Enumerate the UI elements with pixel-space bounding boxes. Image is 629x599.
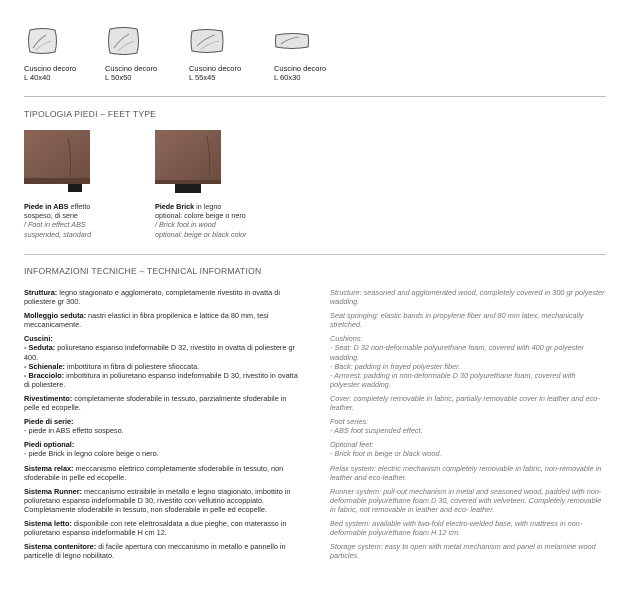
tech-en-foot-standard: Foot series: - ABS foot suspended effect.	[330, 417, 423, 436]
tech-en-bed: Bed system: available with two-fold electro-welded base, with mattress in non-deformable polyurethane foam H 12 cm.	[330, 518, 583, 538]
tech-en-cushions: Cushions: - Seat: D 32 non-deformable polyurethane foam, covered with 400 gr polyester wadding. - Back: padding in frayed polyester fiber. - Armrest: padding in non-deformable D 30 polyurethane foam, covered with polyester wadding.	[330, 334, 584, 389]
cushion-lumbar-icon	[274, 26, 310, 56]
tech-item-cover: Rivestimento: completamente sfoderabile in tessuto, parzialmente sfoderabile in pelle ed ecopelle.	[24, 393, 287, 413]
tech-en-foot-optional: Optional feet: - Brick foot in beige or black wood.	[330, 440, 442, 459]
cushion-name: Cuscino decoro	[274, 64, 327, 73]
feet-section-title: TIPOLOGIA PIEDI – FEET TYPE	[24, 109, 157, 119]
foot-brick	[155, 130, 275, 239]
foot-abs	[24, 130, 144, 239]
tech-info-italian	[24, 288, 300, 565]
foot-abs-photo	[24, 130, 90, 196]
foot-abs-caption: Piede in ABS effetto sospeso, di serie / Foot in effect ABS suspended, standard	[24, 202, 92, 239]
cushion-item	[105, 26, 185, 82]
tech-en-storage: Storage system: easy to open with metal mechanism and panel in melamine wood particles.	[330, 542, 596, 561]
cushion-item	[189, 26, 269, 82]
tech-item-foot-standard: Piede di serie: - piede in ABS effetto sospeso.	[24, 417, 124, 436]
cushion-small-icon	[24, 26, 60, 56]
cushion-item	[24, 26, 104, 82]
cushion-size: L 40x40	[24, 73, 51, 82]
tech-item-springing: Molleggio seduta: nastri elastici in fibra propilenica e lattice da 80 mm, tesi meccanicamente.	[24, 311, 269, 330]
foot-brick-caption: Piede Brick in legno optional: colore beige o nero / Brick foot in wood optional: beige or black color	[155, 202, 247, 239]
tech-item-relax: Sistema relax: meccanismo elettrico completamente sfoderabile in tessuto, non sfoderabile in pelle ed ecopelle.	[24, 463, 284, 482]
cushion-size: L 60x30	[274, 73, 301, 82]
tech-en-structure: Structure: seasoned and agglomerated wood, completely covered in 300 gr polyester wadding.	[330, 288, 605, 307]
tech-item-bed: Sistema letto: disponibile con rete elettrosaldata a due pieghe, con materasso in poliuretano espanso indeformabile H cm 12.	[24, 518, 287, 538]
tech-en-relax: Relax system: electric mechanism completely removable in fabric, non-removable in leather and eco-leather.	[330, 463, 602, 482]
cushion-name: Cuscino decoro	[189, 64, 242, 73]
tech-item-foot-optional: Piedi optional: - piede Brick in legno colore beige o nero.	[24, 440, 159, 459]
cushion-medium-icon	[105, 26, 141, 56]
cushion-name: Cuscino decoro	[105, 64, 158, 73]
cushion-item	[274, 26, 354, 82]
tech-section-title: INFORMAZIONI TECNICHE – TECHNICAL INFORMATION	[24, 266, 262, 276]
tech-item-structure: Struttura: legno stagionato e agglomerato, completamente rivestito in ovatta di poliestere gr 300.	[24, 288, 280, 307]
cushion-size: L 55x45	[189, 73, 216, 82]
divider	[24, 254, 606, 255]
tech-en-runner: Runner system: pull-out mechanism in metal and seasoned wood, padded with non-deformable polyurethane foam D 30, covered with velveteen. Completely removable in fabric, not removable in leather and eco- leather.	[330, 486, 602, 514]
tech-item-cushions: Cuscini: - Seduta: poliuretano espanso indeformabile D 32, rivestito in ovatta di poliestere gr 400. - Schienale: imbottitura in fibra di poliestere sfioccata. - Bracciolo: imbottitura in poliuretano espanso indeformabile D 30, rivestito in ovatta di poliestere.	[24, 334, 298, 389]
cushion-name: Cuscino decoro	[24, 64, 77, 73]
cushion-rect-icon	[189, 26, 225, 56]
tech-en-cover: Cover: completely removable in fabric, partially removable cover in leather and eco-leather.	[330, 393, 600, 413]
tech-item-runner: Sistema Runner: meccanismo estraibile in metallo e legno stagionato, imbottito in poliuretano espanso indeformabile D 30, rivestito con vellutino accoppiato. Completamente sfoderabile in tessuto, non sfoderabile in pelle ed ecopelle.	[24, 486, 291, 514]
foot-brick-photo	[155, 130, 221, 196]
tech-en-springing: Seat springing: elastic bands in propylene fiber and 80 mm latex, mechanically stretched.	[330, 311, 584, 330]
cushion-size: L 50x50	[105, 73, 132, 82]
divider	[24, 96, 606, 97]
tech-info-english	[330, 288, 606, 565]
tech-item-storage: Sistema contenitore: di facile apertura con meccanismo in metallo e pannello in particelle di legno nobilitato.	[24, 542, 286, 561]
